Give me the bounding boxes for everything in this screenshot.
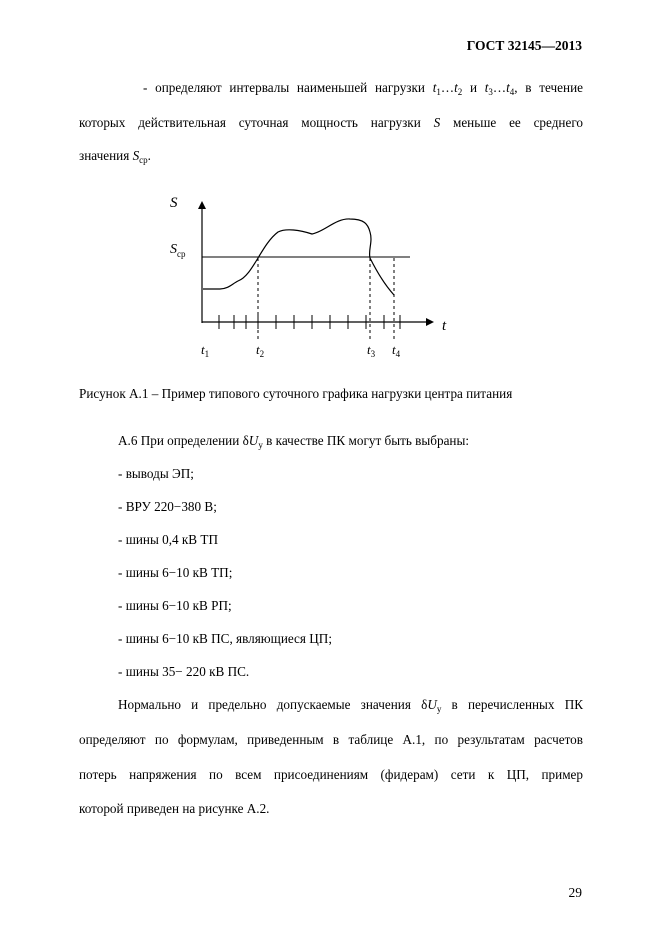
figure-caption: Рисунок А.1 – Пример типового суточного графика нагрузки центра питания (79, 386, 513, 401)
closing-line-2: определяют по формулам, приведенным в таблице А.1, по результатам расчетов (79, 732, 583, 747)
list-item: - шины 6−10 кВ ТП; (118, 565, 233, 580)
interval-dashed-lines (258, 258, 394, 340)
list-item: - шины 35− 220 кВ ПС. (118, 664, 250, 679)
document-header: ГОСТ 32145—2013 (466, 38, 582, 53)
closing-line-3: потерь напряжения по всем присоединениям (фидерам) сети к ЦП, пример (79, 767, 583, 782)
intro-line-1: - определяют интервалы наименьшей нагрузки $t_1\dots t_2$ и $t_3\dots t_4$, в течение (143, 80, 583, 97)
closing-line-1: Нормально и предельно допускаемые значения $\delta U_у$ в перечисленных ПК (118, 697, 584, 714)
list-item: - выводы ЭП; (118, 466, 194, 481)
intro-line-2: которых действительная суточная мощность нагрузки S меньше ее среднего (79, 115, 584, 130)
tick-label-t2: $t_2$ (256, 342, 265, 359)
list-item: - шины 6−10 кВ РП; (118, 598, 232, 613)
page-number: 29 (568, 885, 582, 900)
tick-label-t1: $t_1$ (201, 342, 210, 359)
tick-label-t4: $t_4$ (392, 342, 401, 359)
x-axis-label: t (442, 318, 447, 334)
section-heading: А.6 При определении $\delta U_у$ в качестве ПК могут быть выбраны: (118, 433, 469, 450)
intro-line-3: значения $S_{ср}$. (79, 148, 151, 165)
list-item: - шины 6−10 кВ ПС, являющиеся ЦП; (118, 631, 332, 646)
list-item: - шины 0,4 кВ ТП (118, 532, 218, 547)
y-axis-label: S (170, 195, 178, 211)
average-label: $S_{ср}$ (170, 242, 186, 259)
list-item: - ВРУ 220−380 В; (118, 499, 217, 514)
tick-label-t3: $t_3$ (367, 342, 376, 359)
closing-line-4: которой приведен на рисунке А.2. (79, 801, 270, 816)
